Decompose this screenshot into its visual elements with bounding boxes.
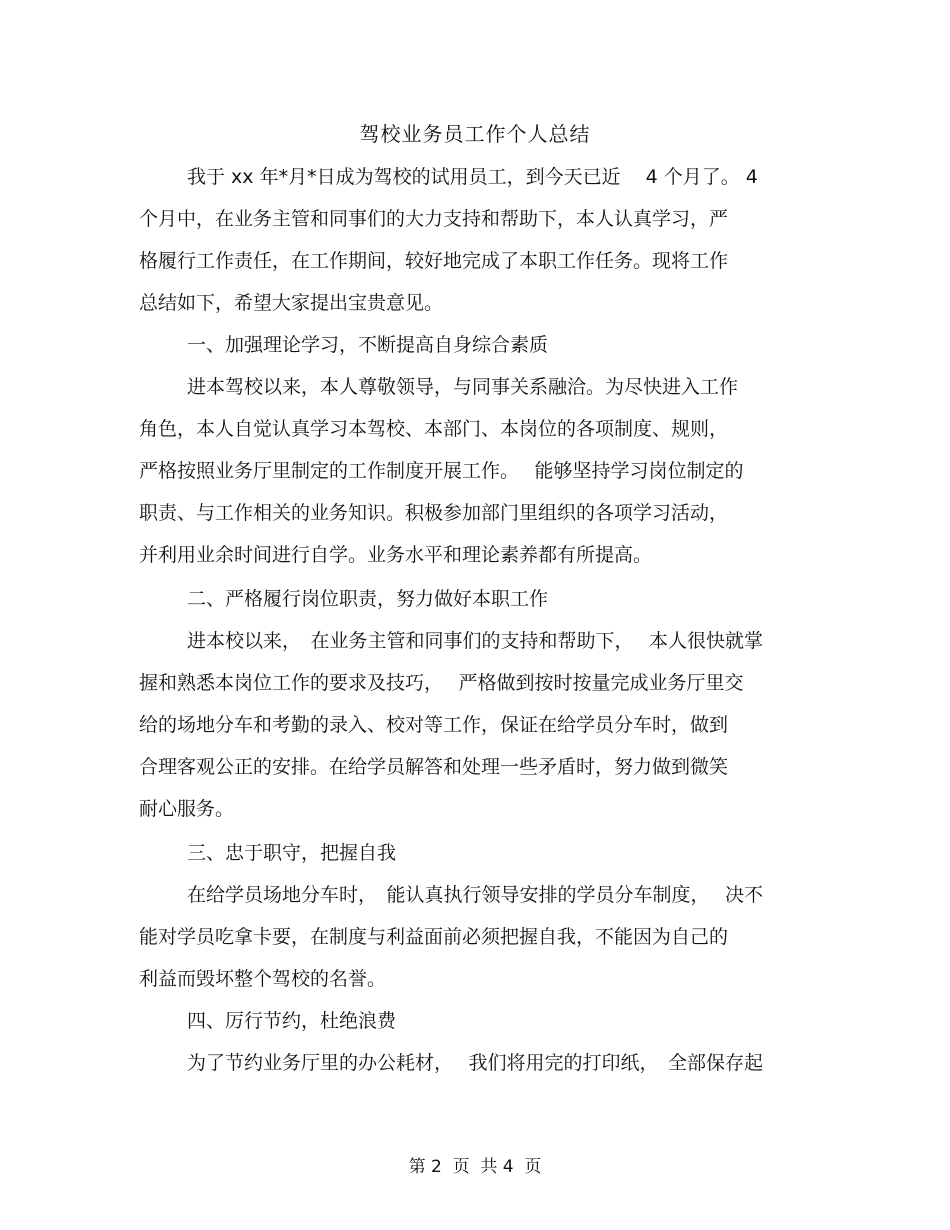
paragraph-line: 给的场地分车和考勤的录入、校对等工作，保证在给学员分车时，做到 (139, 714, 729, 736)
paragraph-line: 握和熟悉本岗位工作的要求及技巧， 严格做到按时按量完成业务厅里交 (139, 672, 744, 694)
paragraph-line: 能对学员吃拿卡要，在制度与利益面前必须把握自我，不能因为自己的 (139, 926, 729, 948)
paragraph-line: 耐心服务。 (139, 798, 235, 820)
paragraph-line: 总结如下，希望大家提出宝贵意见。 (139, 292, 444, 314)
paragraph-line: 进本校以来， 在业务主管和同事们的支持和帮助下， 本人很快就掌 (187, 630, 764, 652)
paragraph-line: 进本驾校以来，本人尊敬领导，与同事关系融洽。为尽快进入工作 (187, 376, 739, 398)
section-heading: 三、忠于职守，把握自我 (187, 842, 397, 864)
paragraph-line: 角色，本人自觉认真学习本驾校、本部门、本岗位的各项制度、规则， (139, 418, 729, 440)
paragraph-line: 利益而毁坏整个驾校的名誉。 (139, 968, 387, 990)
paragraph-line: 格履行工作责任，在工作期间，较好地完成了本职工作任务。现将工作 (139, 250, 729, 272)
page-number-footer: 第 2 页 共 4 页 (408, 1157, 542, 1177)
section-heading: 四、厉行节约，杜绝浪费 (187, 1010, 397, 1032)
document-title: 驾校业务员工作个人总结 (359, 122, 591, 146)
paragraph-line: 并利用业余时间进行自学。业务水平和理论素养都有所提高。 (139, 544, 653, 566)
paragraph-line: 为了节约业务厅里的办公耗材， 我们将用完的打印纸， 全部保存起 (187, 1052, 764, 1074)
paragraph-line: 严格按照业务厅里制定的工作制度开展工作。 能够坚持学习岗位制定的 (139, 460, 744, 482)
paragraph-line: 我于 xx 年*月*日成为驾校的试用员工，到今天已近 4 个月了。 4 (187, 166, 758, 188)
section-heading: 一、加强理论学习，不断提高自身综合素质 (187, 334, 549, 356)
paragraph-line: 个月中，在业务主管和同事们的大力支持和帮助下，本人认真学习，严 (139, 208, 729, 230)
paragraph-line: 在给学员场地分车时， 能认真执行领导安排的学员分车制度， 决不 (187, 884, 764, 906)
paragraph-line: 合理客观公正的安排。在给学员解答和处理一些矛盾时，努力做到微笑 (139, 756, 729, 778)
section-heading: 二、严格履行岗位职责，努力做好本职工作 (187, 588, 549, 610)
paragraph-line: 职责、与工作相关的业务知识。积极参加部门里组织的各项学习活动， (139, 502, 729, 524)
